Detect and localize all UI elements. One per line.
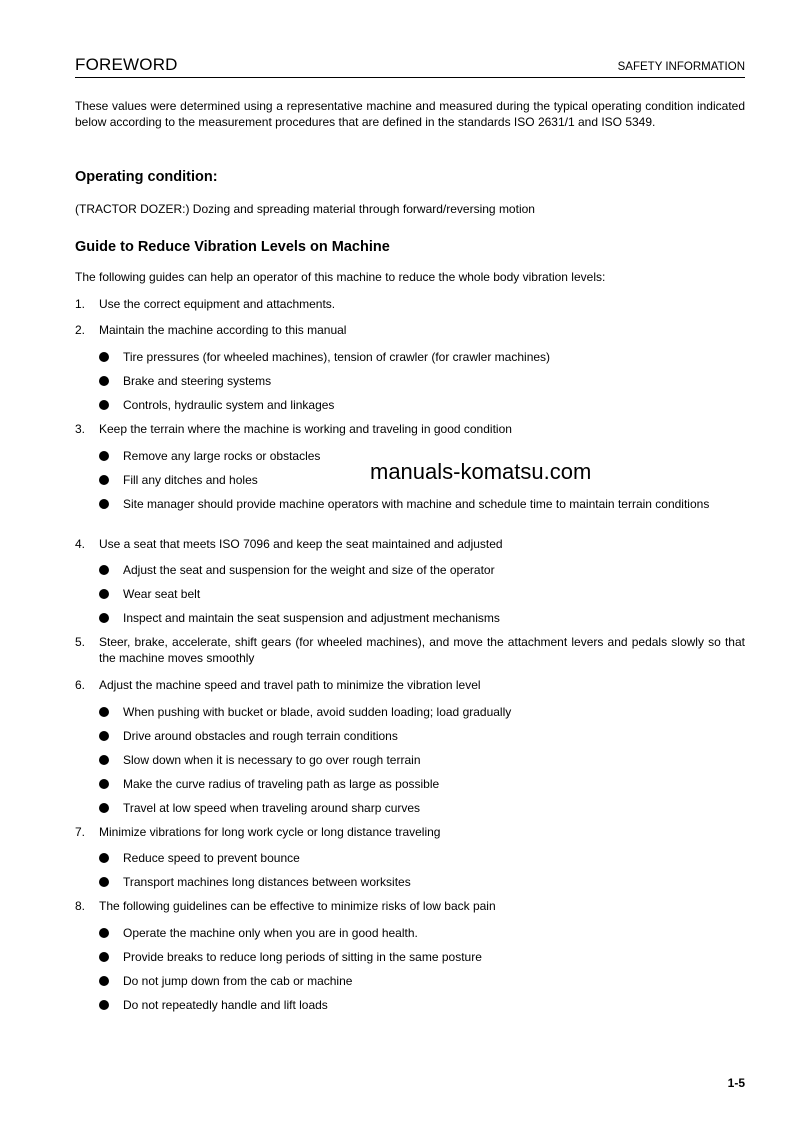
bullet-item: Tire pressures (for wheeled machines), tension of crawler (for crawler machines) [123, 350, 551, 364]
header-divider [75, 77, 745, 78]
bullet-icon [99, 779, 109, 789]
list-item: Minimize vibrations for long work cycle or long distance traveling [99, 825, 441, 839]
bullet-icon [99, 475, 109, 485]
operating-condition-text: (TRACTOR DOZER:) Dozing and spreading material through forward/reversing motion [75, 202, 535, 216]
bullet-icon [99, 803, 109, 813]
item-number: 2. [75, 323, 86, 337]
list-item: Keep the terrain where the machine is working and traveling in good condition [99, 422, 512, 436]
bullet-item: Site manager should provide machine operators with machine and schedule time to maintain terrain conditions [123, 497, 710, 511]
bullet-item: Wear seat belt [123, 587, 201, 601]
bullet-icon [99, 928, 109, 938]
bullet-icon [99, 877, 109, 887]
bullet-item: Operate the machine only when you are in good health. [123, 926, 418, 940]
item-number: 4. [75, 537, 86, 551]
bullet-item: Do not repeatedly handle and lift loads [123, 998, 328, 1012]
list-item: Adjust the machine speed and travel path to minimize the vibration level [99, 678, 481, 692]
bullet-icon [99, 499, 109, 509]
item-number: 3. [75, 422, 86, 436]
bullet-item: When pushing with bucket or blade, avoid sudden loading; load gradually [123, 705, 512, 719]
bullet-icon [99, 853, 109, 863]
bullet-icon [99, 952, 109, 962]
operating-condition-heading: Operating condition: [75, 169, 218, 185]
item-number: 5. [75, 635, 86, 649]
bullet-icon [99, 976, 109, 986]
bullet-icon [99, 613, 109, 623]
bullet-item: Remove any large rocks or obstacles [123, 449, 321, 463]
bullet-item: Make the curve radius of traveling path as large as possible [123, 777, 440, 791]
bullet-item: Do not jump down from the cab or machine [123, 974, 353, 988]
bullet-item: Slow down when it is necessary to go over rough terrain [123, 753, 421, 767]
bullet-icon [99, 352, 109, 362]
list-item: Use the correct equipment and attachments. [99, 297, 336, 311]
header-section: SAFETY INFORMATION [617, 61, 745, 73]
list-item: Use a seat that meets ISO 7096 and keep the seat maintained and adjusted [99, 537, 503, 551]
item-number: 8. [75, 899, 86, 913]
bullet-item: Provide breaks to reduce long periods of sitting in the same posture [123, 950, 482, 964]
bullet-item: Transport machines long distances between worksites [123, 875, 411, 889]
header-title: FOREWORD [75, 55, 178, 74]
bullet-item: Fill any ditches and holes [123, 473, 258, 487]
list-item: The following guidelines can be effective to minimize risks of low back pain [99, 899, 496, 913]
bullet-item: Drive around obstacles and rough terrain conditions [123, 729, 398, 743]
watermark: manuals-komatsu.com [370, 459, 592, 484]
list-item: Maintain the machine according to this manual [99, 323, 347, 337]
bullet-icon [99, 731, 109, 741]
bullet-icon [99, 707, 109, 717]
bullet-item: Reduce speed to prevent bounce [123, 851, 300, 865]
bullet-icon [99, 565, 109, 575]
list-item: Steer, brake, accelerate, shift gears (for wheeled machines), and move the attachment levers and pedals slowly so that the machine moves smoothly [99, 635, 745, 665]
item-number: 6. [75, 678, 86, 692]
page-number: 1-5 [727, 1076, 745, 1090]
bullet-item: Inspect and maintain the seat suspension and adjustment mechanisms [123, 611, 500, 625]
bullet-icon [99, 589, 109, 599]
bullet-item: Travel at low speed when traveling around sharp curves [123, 801, 421, 815]
bullet-item: Brake and steering systems [123, 374, 272, 388]
bullet-item: Controls, hydraulic system and linkages [123, 398, 335, 412]
bullet-icon [99, 1000, 109, 1010]
bullet-item: Adjust the seat and suspension for the weight and size of the operator [123, 563, 495, 577]
bullet-icon [99, 451, 109, 461]
guide-heading: Guide to Reduce Vibration Levels on Machine [75, 239, 390, 255]
bullet-icon [99, 376, 109, 386]
item-number: 1. [75, 297, 86, 311]
guide-intro: The following guides can help an operator of this machine to reduce the whole body vibration levels: [75, 270, 606, 284]
item-number: 7. [75, 825, 86, 839]
bullet-icon [99, 755, 109, 765]
page-header [75, 55, 745, 77]
intro-paragraph: These values were determined using a representative machine and measured during the typical operating condition indicated below according to the measurement procedures that are defined in the standards ISO 2631/1 and ISO 5349. [75, 99, 745, 129]
bullet-icon [99, 400, 109, 410]
